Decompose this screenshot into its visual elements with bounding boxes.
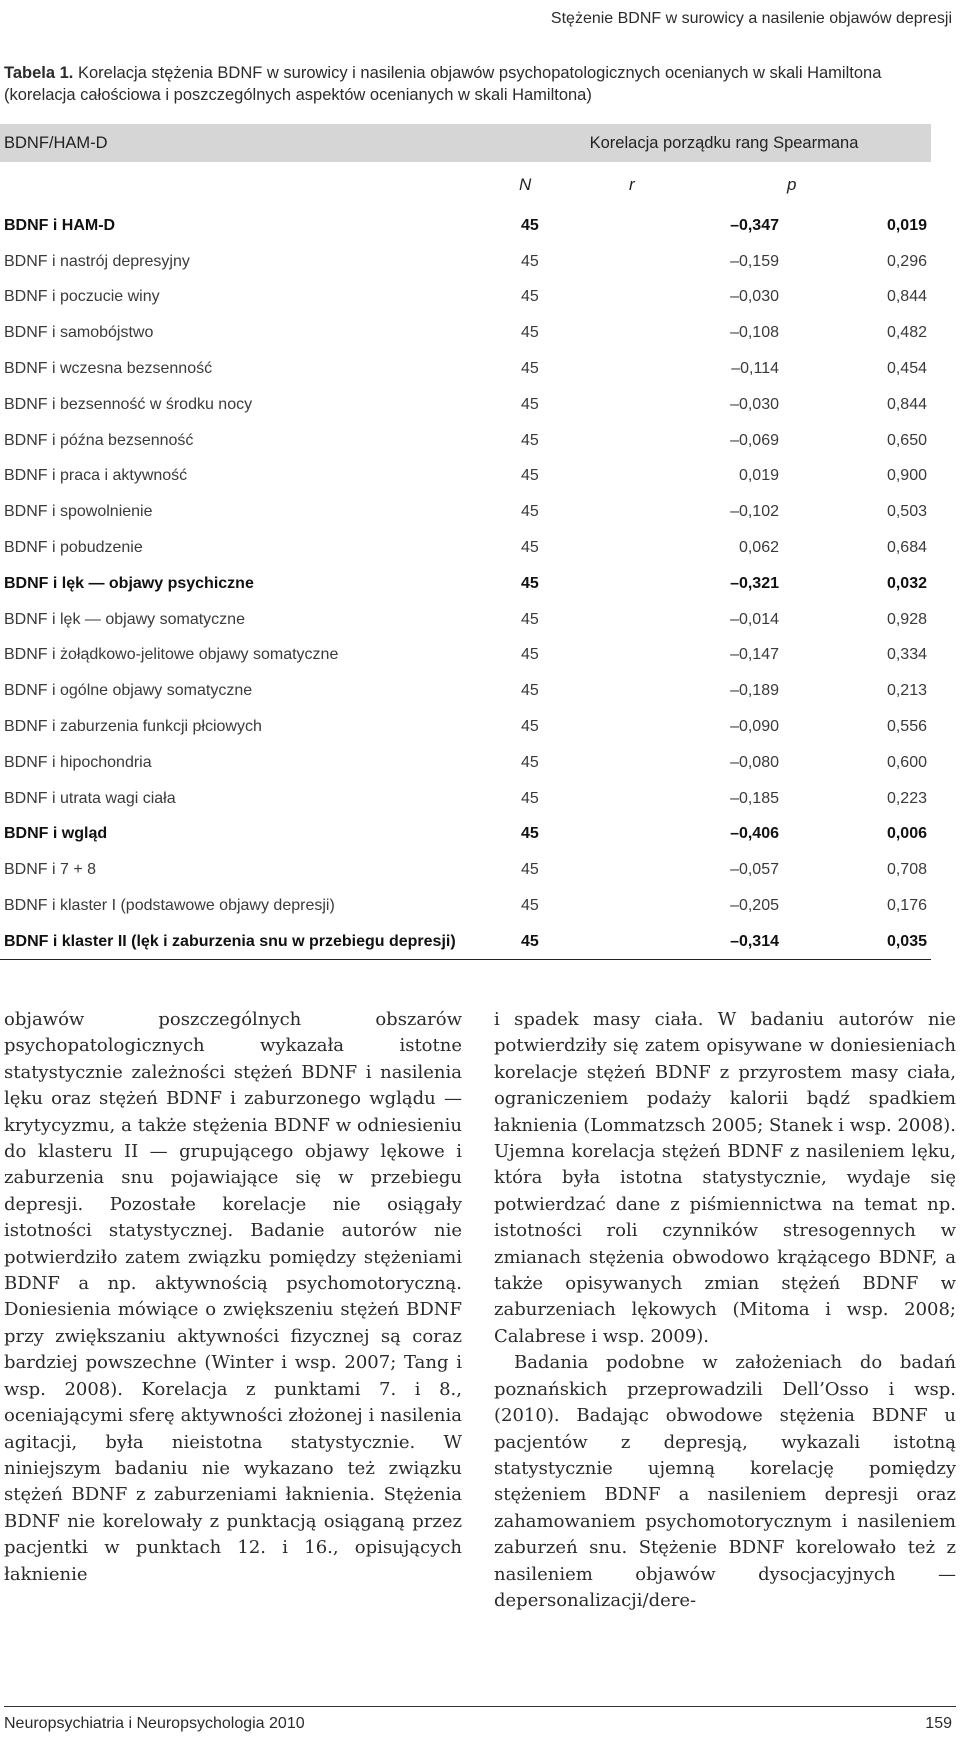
row-label: BDNF i lęk — objawy somatyczne [4, 610, 245, 628]
cell-r: –0,114 [731, 360, 779, 378]
cell-n: 45 [521, 932, 539, 950]
table-body [0, 208, 931, 960]
cell-n: 45 [521, 861, 539, 879]
table-subheader-row [0, 162, 931, 208]
subheader-empty [0, 162, 517, 208]
subheader-p: p [787, 175, 797, 194]
row-label: BDNF i żołądkowo-jelitowe objawy somatyczne [4, 646, 339, 664]
table-row [0, 745, 931, 781]
cell-n: 45 [521, 897, 539, 915]
cell-r: –0,102 [730, 503, 779, 521]
cell-p: 0,684 [886, 539, 927, 557]
cell-p: 0,844 [886, 395, 927, 413]
cell-r: –0,080 [730, 753, 779, 771]
cell-r: –0,147 [730, 646, 779, 664]
row-label: BDNF i zaburzenia funkcji płciowych [4, 718, 262, 736]
table-row [0, 817, 931, 853]
cell-r: –0,090 [730, 718, 779, 736]
table-row [0, 459, 931, 495]
cell-r: –0,347 [730, 216, 779, 234]
row-label: BDNF i ogólne objawy somatyczne [4, 682, 253, 700]
cell-n: 45 [521, 324, 539, 342]
table-row [0, 244, 931, 280]
table-row [0, 566, 931, 602]
cell-r: –0,189 [730, 682, 779, 700]
cell-n: 45 [521, 789, 539, 807]
cell-n: 45 [521, 825, 539, 843]
cell-r: –0,030 [730, 395, 779, 413]
row-label: BDNF i hipochondria [4, 753, 152, 771]
running-header: Stężenie BDNF w surowicy a nasilenie objawów depresji [550, 10, 952, 27]
body-paragraph: Badania podobne w założeniach do badań poznańskich przeprowadzili Dell’Osso i wsp. (2010). Badając obwodowe stężenia BDNF u pacjentów z depresją, wykazali istotną statystycznie ujemną korelację pomiędzy stężeniem BDNF a nasileniem depresji oraz zahamowaniem psychomotorycznym i nasileniem zaburzeń snu. Stężenie BDNF korelowało też z nasileniem objawów dysocjacyjnych — depersonalizacji/dere- [494, 1352, 956, 1611]
cell-n: 45 [521, 539, 539, 557]
cell-r: –0,205 [730, 897, 779, 915]
cell-n: 45 [521, 610, 539, 628]
row-label: BDNF i klaster II (lęk i zaburzenia snu w przebiegu depresji) [4, 932, 456, 950]
cell-n: 45 [521, 431, 539, 449]
body-paragraph: i spadek masy ciała. W badaniu autorów nie potwierdziły się zatem opisywane w doniesieniach korelacje stężeń BDNF z przyrostem masy ciała, ograniczeniem podaży kalorii bądź spadkiem łaknienia (Lommatzsch 2005; Stanek i wsp. 2008). Ujemna korelacja stężeń BDNF z nasileniem lęku, która była istotna statystycznie, wydaje się potwierdzać dane z piśmiennictwa na temat np. istotności roli czynników stresogennych w zmianach stężenia obwodowo krążącego BDNF, a także opisywanych zmian stężeń BDNF w zaburzeniach lękowych (Mitoma i wsp. 2008; Calabrese i wsp. 2009). [494, 1009, 956, 1347]
col-header-bdnf-hamd: BDNF/HAM-D [4, 133, 108, 152]
table-row [0, 387, 931, 423]
cell-n: 45 [521, 395, 539, 413]
cell-n: 45 [521, 467, 539, 485]
row-label: BDNF i samobójstwo [4, 324, 154, 342]
cell-p: 0,503 [886, 503, 927, 521]
cell-r: –0,314 [730, 932, 779, 950]
cell-p: 0,213 [886, 682, 927, 700]
table-row [0, 673, 931, 709]
cell-r: –0,014 [730, 610, 779, 628]
cell-p: 0,019 [886, 216, 927, 234]
cell-p: 0,482 [886, 324, 927, 342]
cell-p: 0,334 [886, 646, 927, 664]
row-label: BDNF i HAM-D [4, 216, 116, 234]
row-label: BDNF i wczesna bezsenność [4, 360, 213, 378]
cell-r: –0,108 [730, 324, 779, 342]
row-label: BDNF i wgląd [4, 825, 108, 843]
table-row [0, 924, 931, 960]
cell-r: 0,062 [738, 539, 779, 557]
cell-r: –0,069 [730, 431, 779, 449]
table-row [0, 280, 931, 316]
table-caption-label: Tabela 1. [4, 64, 74, 82]
cell-n: 45 [521, 216, 539, 234]
cell-r: –0,185 [730, 789, 779, 807]
row-label: BDNF i 7 + 8 [4, 861, 97, 879]
cell-n: 45 [521, 646, 539, 664]
cell-p: 0,900 [886, 467, 927, 485]
subheader-r: r [629, 175, 635, 194]
cell-p: 0,454 [886, 360, 927, 378]
cell-p: 0,844 [886, 288, 927, 306]
row-label: BDNF i pobudzenie [4, 539, 143, 557]
cell-n: 45 [521, 753, 539, 771]
row-label: BDNF i nastrój depresyjny [4, 252, 190, 270]
table-caption [4, 62, 944, 106]
table-row [0, 423, 931, 459]
table-header-row [0, 124, 931, 162]
row-label: BDNF i utrata wagi ciała [4, 789, 176, 807]
cell-r: 0,019 [738, 467, 779, 485]
subheader-n: N [519, 175, 532, 194]
cell-n: 45 [521, 503, 539, 521]
cell-n: 45 [521, 718, 539, 736]
footer-journal: Neuropsychiatria i Neuropsychologia 2010 [4, 1715, 305, 1732]
table-row [0, 315, 931, 351]
cell-p: 0,296 [886, 252, 927, 270]
cell-n: 45 [521, 360, 539, 378]
table-row [0, 602, 931, 638]
table-row [0, 852, 931, 888]
row-label: BDNF i spowolnienie [4, 503, 153, 521]
cell-p: 0,928 [886, 610, 927, 628]
cell-p: 0,223 [886, 789, 927, 807]
cell-r: –0,057 [730, 861, 779, 879]
table-caption-text: Korelacja stężenia BDNF w surowicy i nasilenia objawów psychopatologicznych ocenianych w skali Hamiltona (korelacja całościowa i poszczególnych aspektów ocenianych w skali Hamiltona) [4, 64, 882, 104]
body-column-right [494, 1007, 956, 1614]
body-column-left [4, 1007, 462, 1588]
table-row [0, 781, 931, 817]
page-number: 159 [925, 1715, 952, 1732]
cell-p: 0,176 [886, 897, 927, 915]
cell-n: 45 [521, 288, 539, 306]
row-label: BDNF i praca i aktywność [4, 467, 188, 485]
table-row [0, 351, 931, 387]
cell-r: –0,406 [730, 825, 779, 843]
body-paragraph: objawów poszczególnych obszarów psychopatologicznych wykazała istotne statystycznie zależności stężeń BDNF i nasilenia lęku oraz stężeń BDNF i zaburzonego wglądu — krytycyzmu, a także stężenia BDNF w odniesieniu do klasteru II — grupującego objawy lękowe i zaburzenia snu pojawiające się w przebiegu depresji. Pozostałe korelacje nie osiągały istotności statystycznej. Badanie autorów nie potwierdziło zatem związku pomiędzy stężeniami BDNF a np. aktywnością psychomotoryczną. Doniesienia mówiące o zwiększeniu stężeń BDNF przy zwiększaniu aktywności fizycznej są coraz bardziej powszechne (Winter i wsp. 2007; Tang i wsp. 2008). Korelacja z punktami 7. i 8., oceniającymi sferę aktywności złożonej i nasilenia agitacji, była nieistotna statystycznie. W niniejszym badaniu nie wykazano też związku stężeń BDNF z zaburzeniami łaknienia. Stężenia BDNF nie korelowały z punktacją osiąganą przez pacjentki w punktach 12. i 16., opisujących łaknienie [4, 1009, 462, 1585]
cell-n: 45 [521, 574, 539, 592]
table-row [0, 638, 931, 674]
row-label: BDNF i lęk — objawy psychiczne [4, 574, 254, 592]
table-row [0, 530, 931, 566]
cell-p: 0,600 [886, 753, 927, 771]
cell-p: 0,032 [886, 574, 927, 592]
row-label: BDNF i poczucie winy [4, 288, 160, 306]
cell-p: 0,650 [886, 431, 927, 449]
cell-p: 0,556 [886, 718, 927, 736]
row-label: BDNF i klaster I (podstawowe objawy depresji) [4, 897, 335, 915]
cell-n: 45 [521, 682, 539, 700]
cell-p: 0,035 [886, 932, 927, 950]
cell-p: 0,006 [886, 825, 927, 843]
table-row [0, 494, 931, 530]
cell-n: 45 [521, 252, 539, 270]
cell-r: –0,159 [730, 252, 779, 270]
cell-r: –0,321 [730, 574, 779, 592]
col-header-spearman: Korelacja porządku rang Spearmana [589, 133, 859, 152]
row-label: BDNF i późna bezsenność [4, 431, 194, 449]
table-row [0, 709, 931, 745]
correlation-table [0, 124, 931, 960]
cell-r: –0,030 [730, 288, 779, 306]
table-row [0, 888, 931, 924]
cell-p: 0,708 [886, 861, 927, 879]
footer-rule [4, 1706, 956, 1707]
table-row [0, 208, 931, 244]
row-label: BDNF i bezsenność w środku nocy [4, 395, 253, 413]
